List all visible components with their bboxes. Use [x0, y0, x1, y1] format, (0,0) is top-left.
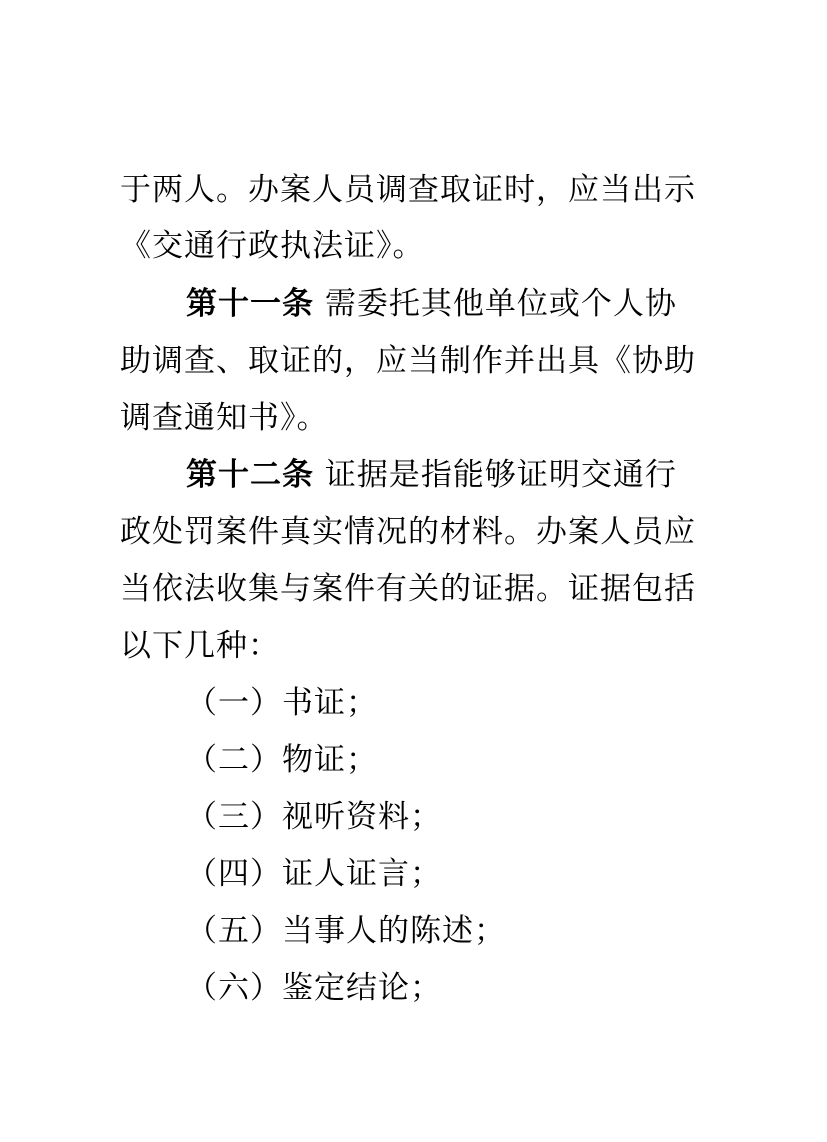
evidence-list-item: （三）视听资料； [186, 799, 442, 835]
body-text-line: 于两人。办案人员调查取证时，应当出示 [120, 172, 696, 208]
evidence-list-item: （六）鉴定结论； [186, 970, 442, 1006]
article-12-line: 以下几种： [120, 628, 280, 664]
article-12-text: 证据是指能够证明交通行 [314, 457, 677, 493]
article-11-line: 调查通知书》。 [120, 400, 329, 436]
body-text-line: 《交通行政执法证》。 [120, 228, 425, 264]
evidence-list-item: （一）书证； [186, 685, 378, 721]
article-11-line: 助调查、取证的，应当制作并出具《协助 [120, 343, 696, 379]
article-11-line [186, 282, 786, 326]
article-12-line: 当依法收集与案件有关的证据。证据包括 [120, 571, 696, 607]
article-12-line [186, 453, 786, 497]
article-11-text: 需委托其他单位或个人协 [314, 286, 677, 322]
evidence-list-item: （五）当事人的陈述； [186, 913, 506, 949]
article-12-heading: 第十二条 [186, 457, 314, 493]
evidence-list-item: （四）证人证言； [186, 856, 442, 892]
article-12-line: 政处罚案件真实情况的材料。办案人员应 [120, 514, 696, 550]
evidence-list-item: （二）物证； [186, 742, 378, 778]
article-11-heading: 第十一条 [186, 286, 314, 322]
